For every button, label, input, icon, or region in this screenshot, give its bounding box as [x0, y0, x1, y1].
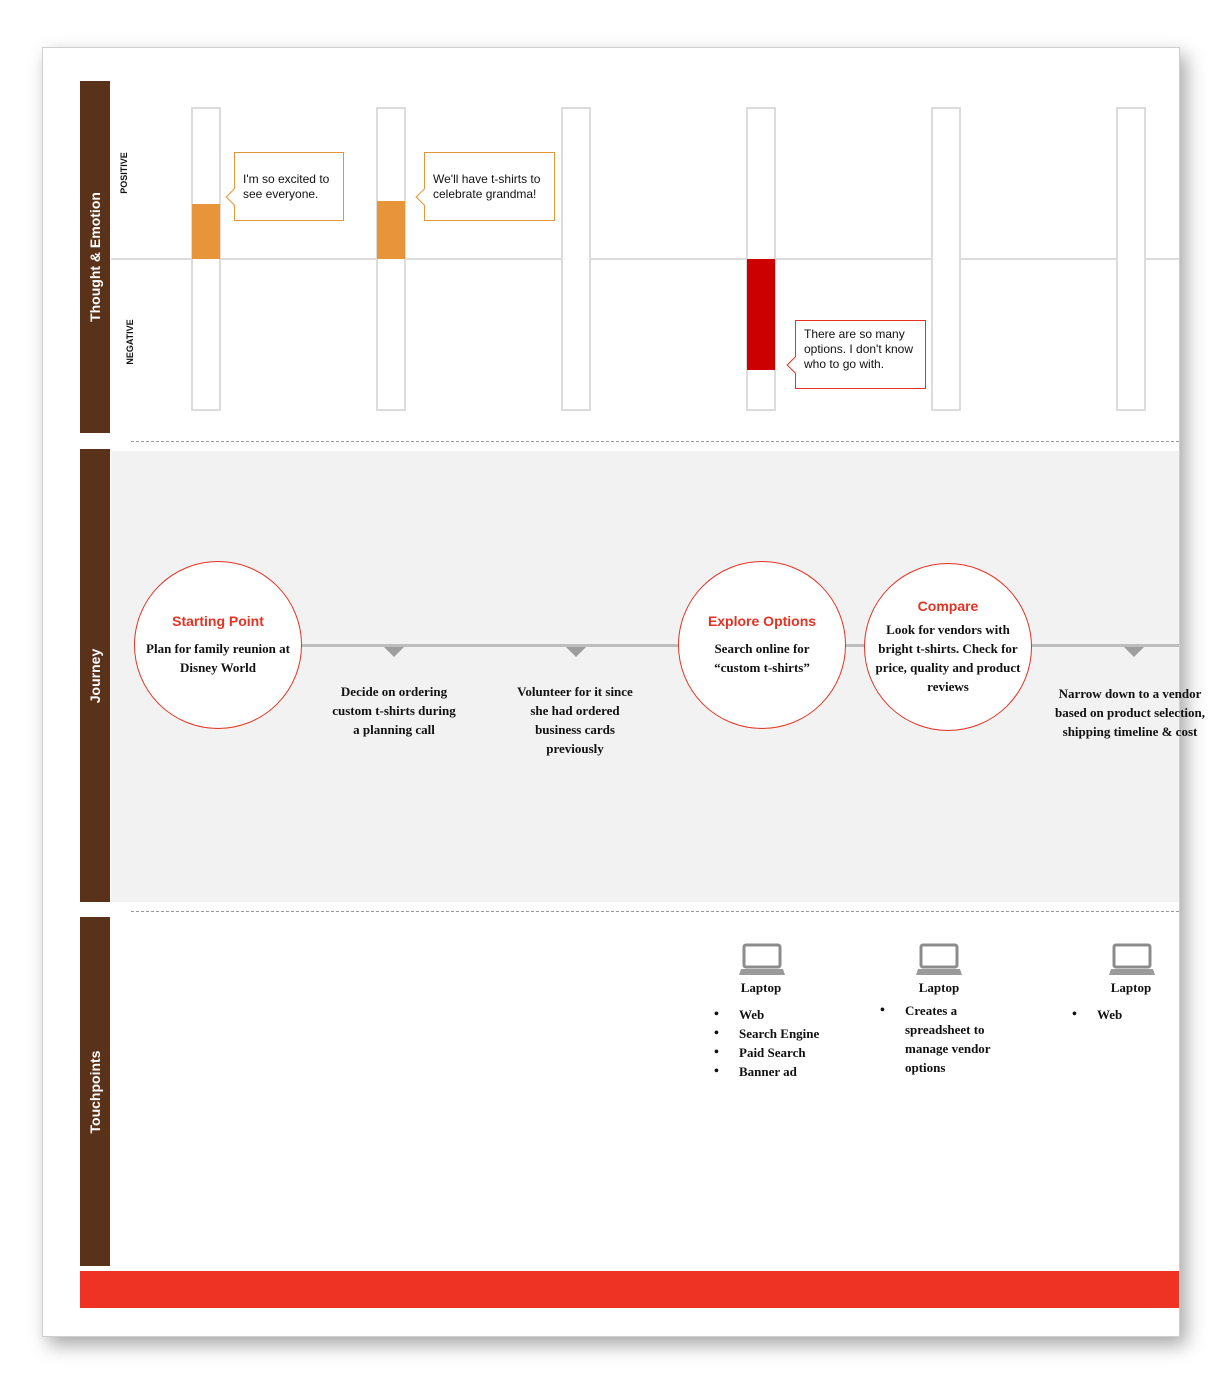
emotion-midline [111, 258, 1179, 260]
journey-map-sheet [42, 47, 1205, 1337]
touchpoint-list [711, 1005, 851, 1081]
emotion-callout-text-1: I'm so excited to see everyone. [243, 172, 330, 201]
touchpoint-2 [877, 980, 1037, 1077]
circle-title: Explore Options [707, 613, 817, 629]
emotion-callout-1 [234, 152, 344, 221]
journey-label: Journey [87, 648, 103, 703]
touchpoint-device: Laptop [918, 980, 960, 995]
emotion-fill-2 [377, 201, 405, 260]
thought-emotion-label: Thought & Emotion [87, 192, 103, 322]
journey-step-1 [329, 682, 459, 739]
emotion-bar-5 [931, 107, 961, 411]
circle-description: Search online for “custom t-shirts” [714, 641, 810, 675]
journey-step-2 [509, 682, 641, 758]
footer-bar [80, 1271, 1179, 1308]
touchpoint-item: • Web [711, 1005, 851, 1024]
journey-marker-1 [384, 647, 404, 657]
callout-tail [226, 189, 243, 206]
thought-emotion-band [80, 81, 110, 433]
emotion-callout-text-4: There are so many options. I don't know who to go with. [804, 327, 914, 371]
emotion-bar-6 [1116, 107, 1146, 411]
touchpoint-item: • Banner ad [711, 1062, 851, 1081]
divider-2 [131, 911, 1179, 912]
touchpoint-item: • Creates a spreadsheet to manage vendor options [877, 1001, 1017, 1077]
touchpoint-1 [711, 980, 851, 1081]
touchpoints-band [80, 917, 110, 1266]
laptop-icon [738, 943, 786, 977]
emotion-callout-text-2: We'll have t-shirts to celebrate grandma! [433, 172, 541, 201]
journey-band [80, 449, 110, 902]
touchpoint-list [1069, 1005, 1179, 1024]
divider-1 [131, 441, 1179, 442]
journey-marker-2 [566, 647, 586, 657]
callout-tail [787, 357, 804, 374]
emotion-bar-2 [376, 107, 406, 411]
emotion-fill-4 [747, 259, 775, 370]
emotion-bar-1 [191, 107, 221, 411]
journey-step-text: Volunteer for it since she had ordered business cards previously [517, 684, 633, 756]
emotion-fill-1 [192, 204, 220, 260]
touchpoints-label: Touchpoints [87, 1050, 103, 1133]
journey-step-text: Narrow down to a vendor based on product selection, shipping timeline & cost [1055, 686, 1205, 739]
touchpoint-item: • Paid Search [711, 1043, 851, 1062]
laptop-icon [1108, 943, 1156, 977]
circle-title: Starting Point [172, 613, 264, 629]
touchpoint-device: Laptop [740, 980, 782, 995]
journey-step-text: Decide on ordering custom t-shirts during a planning call [332, 684, 456, 737]
journey-marker-3 [1124, 647, 1144, 657]
journey-circle-explore-options [678, 561, 846, 729]
touchpoint-device: Laptop [1110, 980, 1152, 995]
emotion-callout-4 [795, 320, 926, 389]
journey-circle-compare [864, 563, 1032, 731]
circle-title: Compare [917, 598, 979, 614]
touchpoint-3 [1069, 980, 1179, 1024]
circle-description: Plan for family reunion at Disney World [146, 641, 290, 675]
callout-tail [416, 189, 433, 206]
negative-axis-label: NEGATIVE [125, 319, 135, 365]
journey-circle-starting-point [134, 561, 302, 729]
emotion-bar-3 [561, 107, 591, 411]
touchpoint-item: • Web [1069, 1005, 1179, 1024]
emotion-callout-2 [424, 152, 555, 221]
positive-axis-label: POSITIVE [119, 152, 129, 194]
circle-description: Look for vendors with bright t-shirts. Check for price, quality and product reviews [875, 622, 1021, 694]
journey-step-3 [1047, 684, 1213, 741]
touchpoint-item: • Search Engine [711, 1024, 851, 1043]
touchpoint-list [877, 1001, 1037, 1077]
laptop-icon [915, 943, 963, 977]
